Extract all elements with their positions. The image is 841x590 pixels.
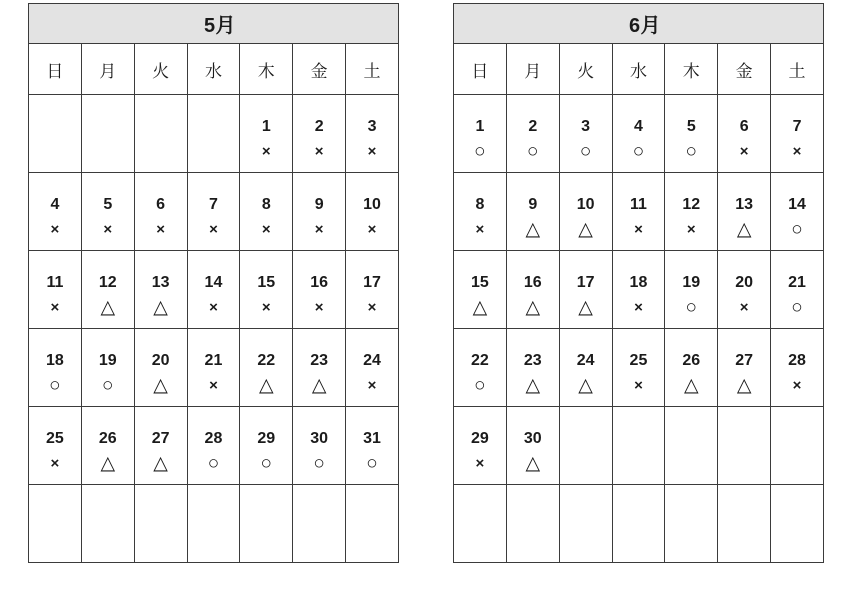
availability-mark: ×: [739, 299, 749, 316]
empty-cell: [559, 407, 612, 485]
day-cell[interactable]: [346, 251, 399, 329]
day-cell[interactable]: [718, 251, 771, 329]
availability-mark: ×: [50, 299, 60, 316]
day-number: [240, 506, 292, 528]
availability-mark: ○: [207, 453, 220, 474]
day-number: 2: [528, 118, 538, 135]
weekday-header: 土: [346, 44, 399, 95]
day-number: 20: [735, 274, 754, 291]
day-number: 8: [475, 196, 485, 213]
empty-cell: [187, 485, 240, 563]
day-number: [346, 506, 398, 528]
empty-cell: [506, 485, 559, 563]
availability-mark: ×: [367, 143, 377, 160]
availability-mark: △: [736, 375, 752, 396]
day-number: [135, 506, 187, 528]
availability-mark: ○: [313, 453, 325, 474]
availability-mark-empty: [29, 140, 81, 164]
day-number: [613, 428, 665, 450]
day-cell[interactable]: [29, 407, 82, 485]
availability-mark: ×: [634, 377, 643, 394]
day-number: 22: [257, 352, 276, 369]
empty-cell: [771, 407, 824, 485]
day-number: [507, 506, 559, 528]
day-cell[interactable]: [506, 251, 559, 329]
day-cell[interactable]: [771, 173, 824, 251]
day-cell[interactable]: [665, 173, 718, 251]
empty-cell: [665, 407, 718, 485]
day-number: 6: [739, 118, 749, 135]
day-cell[interactable]: [240, 251, 293, 329]
day-cell[interactable]: [81, 251, 134, 329]
day-cell[interactable]: [134, 329, 187, 407]
availability-mark-empty: [82, 140, 134, 164]
day-number: [135, 116, 187, 138]
availability-mark-empty: [507, 530, 559, 554]
availability-mark-empty: [771, 452, 823, 476]
availability-mark-empty: [188, 530, 240, 554]
empty-cell: [29, 95, 82, 173]
day-cell[interactable]: [293, 95, 346, 173]
day-number: 28: [204, 430, 223, 447]
day-number: 26: [98, 430, 117, 447]
availability-mark: ○: [474, 375, 486, 396]
day-cell[interactable]: [134, 407, 187, 485]
day-number: [293, 506, 345, 528]
empty-cell: [134, 95, 187, 173]
availability-mark-empty: [613, 452, 665, 476]
availability-mark-empty: [82, 530, 134, 554]
weekday-header: 月: [81, 44, 134, 95]
day-number: 7: [792, 118, 802, 135]
day-cell[interactable]: [187, 173, 240, 251]
day-cell[interactable]: [346, 173, 399, 251]
day-number: 5: [103, 196, 113, 213]
availability-mark-empty: [665, 452, 717, 476]
day-number: 4: [50, 196, 60, 213]
day-cell[interactable]: [559, 329, 612, 407]
availability-mark-empty: [718, 452, 770, 476]
availability-mark-empty: [188, 140, 240, 164]
day-number: 20: [151, 352, 170, 369]
day-number: 24: [363, 352, 381, 369]
day-number: 16: [523, 274, 542, 291]
availability-mark-empty: [771, 530, 823, 554]
availability-mark: ×: [209, 299, 218, 316]
day-cell[interactable]: [293, 329, 346, 407]
availability-mark: ×: [367, 299, 377, 316]
day-number: 2: [314, 118, 324, 135]
weekday-header: 木: [665, 44, 718, 95]
day-number: [29, 116, 81, 138]
day-number: [560, 428, 612, 450]
day-number: [82, 506, 134, 528]
availability-mark: ×: [634, 299, 643, 316]
day-cell[interactable]: [187, 251, 240, 329]
day-number: 6: [156, 196, 166, 213]
day-cell[interactable]: [81, 329, 134, 407]
empty-cell: [29, 485, 82, 563]
weekday-header: 木: [240, 44, 293, 95]
day-number: 3: [367, 118, 377, 135]
day-cell[interactable]: [454, 329, 507, 407]
day-number: 27: [151, 430, 170, 447]
day-number: [188, 506, 240, 528]
day-number: 17: [363, 274, 381, 291]
day-cell[interactable]: [665, 95, 718, 173]
availability-mark: △: [736, 219, 752, 240]
day-cell[interactable]: [134, 173, 187, 251]
weekday-header: 日: [29, 44, 82, 95]
availability-mark: △: [525, 297, 541, 318]
day-number: [613, 506, 665, 528]
day-cell[interactable]: [29, 329, 82, 407]
availability-mark: ×: [50, 455, 60, 472]
day-cell[interactable]: [559, 95, 612, 173]
day-cell[interactable]: [612, 173, 665, 251]
day-cell[interactable]: [346, 95, 399, 173]
day-number: [718, 428, 770, 450]
availability-mark: ×: [792, 377, 802, 394]
day-number: 16: [310, 274, 329, 291]
day-number: 30: [523, 430, 542, 447]
day-number: 10: [576, 196, 595, 213]
day-cell[interactable]: [454, 407, 507, 485]
day-cell[interactable]: [718, 95, 771, 173]
day-cell[interactable]: [346, 329, 399, 407]
day-number: 17: [576, 274, 595, 291]
day-cell[interactable]: [454, 251, 507, 329]
day-number: 29: [471, 430, 489, 447]
day-cell[interactable]: [612, 251, 665, 329]
availability-mark: △: [153, 453, 168, 474]
calendar-june: [453, 3, 824, 563]
availability-mark: ○: [49, 375, 61, 396]
availability-mark: ○: [260, 453, 273, 474]
day-cell[interactable]: [134, 251, 187, 329]
day-cell[interactable]: [771, 95, 824, 173]
availability-mark-empty: [135, 140, 187, 164]
day-cell[interactable]: [612, 95, 665, 173]
availability-mark: ○: [579, 141, 592, 162]
day-number: 7: [209, 196, 218, 213]
day-cell[interactable]: [240, 95, 293, 173]
day-cell[interactable]: [454, 173, 507, 251]
empty-cell: [665, 485, 718, 563]
availability-mark: ×: [314, 221, 324, 238]
empty-cell: [612, 485, 665, 563]
availability-mark-empty: [240, 530, 292, 554]
day-number: 25: [629, 352, 648, 369]
day-cell[interactable]: [293, 251, 346, 329]
day-number: [29, 506, 81, 528]
availability-mark: ×: [314, 299, 324, 316]
calendar-container-may: [28, 3, 399, 563]
day-number: [718, 506, 770, 528]
day-cell[interactable]: [29, 251, 82, 329]
day-number: 15: [257, 274, 276, 291]
day-number: [560, 506, 612, 528]
day-number: 8: [261, 196, 271, 213]
availability-mark: ○: [791, 219, 803, 240]
day-number: 9: [528, 196, 538, 213]
day-cell[interactable]: [346, 407, 399, 485]
day-cell[interactable]: [187, 407, 240, 485]
day-number: [665, 428, 717, 450]
day-number: 21: [788, 274, 806, 291]
availability-mark: ○: [527, 141, 539, 162]
availability-mark: △: [525, 453, 541, 474]
availability-mark: ○: [685, 141, 698, 162]
availability-mark: ×: [739, 143, 749, 160]
day-number: 12: [682, 196, 701, 213]
weekday-header: 日: [454, 44, 507, 95]
availability-mark: ○: [791, 297, 803, 318]
calendar-may: [28, 3, 399, 563]
day-cell[interactable]: [293, 407, 346, 485]
empty-cell: [187, 95, 240, 173]
availability-mark: ○: [102, 375, 114, 396]
day-number: 10: [363, 196, 381, 213]
day-number: 14: [204, 274, 223, 291]
day-number: 26: [682, 352, 701, 369]
day-cell[interactable]: [665, 329, 718, 407]
empty-cell: [771, 485, 824, 563]
availability-mark: △: [525, 375, 541, 396]
day-number: 23: [310, 352, 329, 369]
availability-mark: ×: [367, 377, 377, 394]
availability-mark: ×: [103, 221, 113, 238]
weekday-header: 金: [718, 44, 771, 95]
day-number: [454, 506, 506, 528]
empty-cell: [454, 485, 507, 563]
day-cell[interactable]: [81, 173, 134, 251]
availability-mark-empty: [718, 530, 770, 554]
availability-mark: ×: [261, 221, 271, 238]
day-number: 23: [523, 352, 542, 369]
day-number: 3: [581, 118, 591, 135]
empty-cell: [612, 407, 665, 485]
empty-cell: [81, 485, 134, 563]
day-number: 29: [257, 430, 276, 447]
availability-mark: ×: [686, 221, 696, 238]
day-cell[interactable]: [506, 407, 559, 485]
day-number: 11: [629, 196, 647, 213]
availability-mark: ○: [632, 141, 645, 162]
availability-mark: △: [578, 297, 593, 318]
day-cell[interactable]: [771, 329, 824, 407]
empty-cell: [81, 95, 134, 173]
weekday-header: 月: [506, 44, 559, 95]
empty-cell: [559, 485, 612, 563]
availability-mark: △: [472, 297, 488, 318]
day-cell[interactable]: [718, 329, 771, 407]
day-cell[interactable]: [240, 407, 293, 485]
availability-mark: △: [258, 375, 274, 396]
availability-mark: ○: [366, 453, 378, 474]
availability-mark: △: [100, 453, 116, 474]
day-number: 12: [98, 274, 117, 291]
availability-mark: △: [683, 375, 699, 396]
availability-mark: ×: [367, 221, 377, 238]
availability-mark-empty: [665, 530, 717, 554]
day-cell[interactable]: [506, 95, 559, 173]
availability-mark-empty: [613, 530, 665, 554]
availability-mark-empty: [560, 452, 612, 476]
day-number: 19: [98, 352, 117, 369]
day-number: 25: [46, 430, 64, 447]
day-cell[interactable]: [771, 251, 824, 329]
availability-mark: △: [100, 297, 116, 318]
day-number: 5: [686, 118, 696, 135]
availability-mark: ×: [792, 143, 802, 160]
day-number: [188, 116, 240, 138]
day-number: 22: [471, 352, 489, 369]
calendar-title: 6月: [454, 4, 824, 44]
weekday-header: 土: [771, 44, 824, 95]
availability-mark: ○: [685, 297, 698, 318]
day-number: 19: [682, 274, 701, 291]
availability-mark: ×: [475, 455, 485, 472]
day-number: 18: [629, 274, 648, 291]
availability-mark-empty: [29, 530, 81, 554]
empty-cell: [293, 485, 346, 563]
weekday-header: 金: [293, 44, 346, 95]
calendar-container-june: [453, 3, 824, 563]
day-number: 1: [261, 118, 271, 135]
availability-mark: △: [153, 297, 168, 318]
weekday-header: 火: [134, 44, 187, 95]
day-number: 11: [46, 274, 64, 291]
day-number: [771, 506, 823, 528]
day-number: 1: [475, 118, 485, 135]
day-number: 18: [46, 352, 64, 369]
day-number: 21: [204, 352, 223, 369]
weekday-header: 水: [187, 44, 240, 95]
day-number: [771, 428, 823, 450]
availability-mark: ×: [50, 221, 60, 238]
availability-mark-empty: [135, 530, 187, 554]
day-number: 15: [471, 274, 489, 291]
availability-mark: ×: [209, 377, 218, 394]
day-cell[interactable]: [665, 251, 718, 329]
day-number: 9: [314, 196, 324, 213]
empty-cell: [346, 485, 399, 563]
weekday-header: 水: [612, 44, 665, 95]
availability-mark: ○: [474, 141, 486, 162]
day-cell[interactable]: [612, 329, 665, 407]
day-number: 13: [151, 274, 170, 291]
day-number: [665, 506, 717, 528]
day-number: 30: [310, 430, 329, 447]
availability-mark: ×: [475, 221, 485, 238]
day-number: 28: [788, 352, 806, 369]
availability-mark: ×: [261, 143, 271, 160]
day-cell[interactable]: [718, 173, 771, 251]
availability-mark-empty: [560, 530, 612, 554]
day-cell[interactable]: [187, 329, 240, 407]
day-number: 14: [788, 196, 806, 213]
day-cell[interactable]: [506, 329, 559, 407]
availability-mark: ×: [634, 221, 643, 238]
day-number: 27: [735, 352, 754, 369]
availability-mark: △: [578, 375, 593, 396]
day-number: 24: [576, 352, 595, 369]
empty-cell: [240, 485, 293, 563]
availability-mark: ×: [261, 299, 271, 316]
weekday-header: 火: [559, 44, 612, 95]
availability-mark: △: [525, 219, 541, 240]
day-cell[interactable]: [81, 407, 134, 485]
availability-mark-empty: [346, 530, 398, 554]
availability-mark-empty: [454, 530, 506, 554]
empty-cell: [718, 485, 771, 563]
availability-mark-empty: [293, 530, 345, 554]
availability-mark: △: [578, 219, 593, 240]
availability-mark: △: [153, 375, 168, 396]
availability-mark: ×: [156, 221, 165, 238]
day-number: 13: [735, 196, 754, 213]
availability-mark: ×: [209, 221, 218, 238]
day-number: 31: [363, 430, 381, 447]
day-cell[interactable]: [240, 329, 293, 407]
day-cell[interactable]: [559, 251, 612, 329]
day-cell[interactable]: [29, 173, 82, 251]
day-cell[interactable]: [454, 95, 507, 173]
calendar-title: 5月: [29, 4, 399, 44]
day-cell[interactable]: [293, 173, 346, 251]
empty-cell: [718, 407, 771, 485]
day-cell[interactable]: [240, 173, 293, 251]
day-cell[interactable]: [506, 173, 559, 251]
day-cell[interactable]: [559, 173, 612, 251]
availability-mark: ×: [314, 143, 324, 160]
availability-mark: △: [311, 375, 327, 396]
day-number: [82, 116, 134, 138]
day-number: 4: [634, 118, 643, 135]
empty-cell: [134, 485, 187, 563]
